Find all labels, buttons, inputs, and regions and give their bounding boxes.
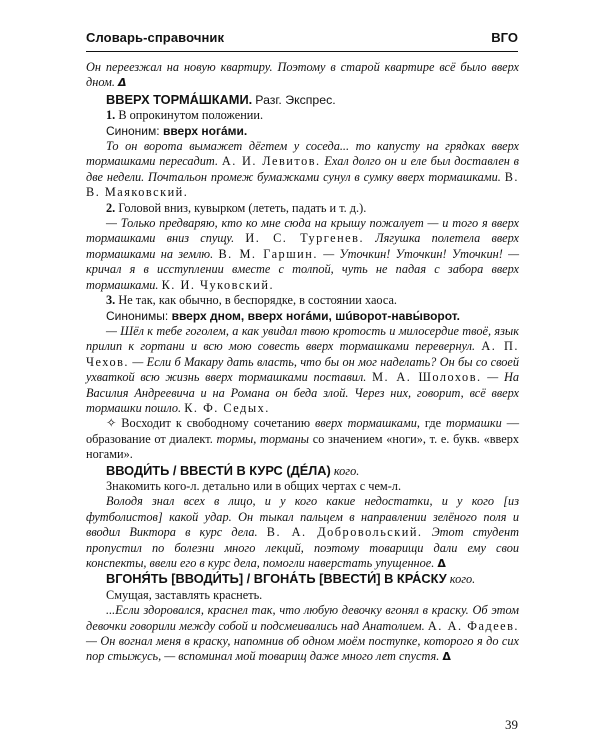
- headword: ВГОНЯ́ТЬ [ВВОДИ́ТЬ] / ВГОНА́ТЬ [ВВЕСТИ́] В КРА́СКУ: [106, 571, 447, 587]
- entry-quotes: Володя знал всех в лицо, и у кого какие недостатки, и у кого [из футболистов] какой удар. Он тыкал пальцем в направлении зелёного поля и вводил Виктора в курс дела. В. А. Добровольский. Этот студент пропустил по болезни много лекций, поэтому товарищи дали ему свои конспекты, ввели его в курс дела, помогли наверстать упущенное. Δ: [86, 494, 519, 570]
- quote-author: К. И. Чуковский.: [161, 277, 275, 292]
- quote-author: К. Ф. Седых.: [184, 400, 270, 415]
- quote-author: А. И. Левитов.: [221, 154, 321, 169]
- entry-end-mark: Δ: [442, 650, 451, 664]
- previous-entry-tail: Он переезжал на новую квартиру. Поэтому в старой квартире всё было вверх дном. Δ: [86, 60, 519, 90]
- running-header: [86, 28, 518, 52]
- page-number: 39: [505, 717, 518, 732]
- sense-1-synonym: Синоним: вверх ногáми.: [106, 123, 248, 138]
- quote-author: В. В. Маяковский.: [86, 169, 519, 200]
- quote-author: А. П. Чехов.: [86, 339, 520, 369]
- entry-vvodit-v-kurs: [86, 463, 519, 479]
- entry-definition: Смущая, заставлять краснеть.: [106, 587, 263, 602]
- sense-1-quotes: То он ворота вымажет дёгтем у соседа... то капусту на грядках вверх тормашками пересадит. А. И. Левитов. Ехал долго он и еле был доставлен в две недели. Почтальон промеж бумажками сунул в сумку вверх тормашками. В. В. Маяковский.: [86, 139, 519, 200]
- headword: ВВОДИ́ТЬ / ВВЕСТИ́ В КУРС (ДÉЛА): [106, 462, 331, 478]
- usage-note: Разг. Экспрес.: [255, 92, 336, 107]
- entry-quotes: ...Если здоровался, краснел так, что любую девочку вгонял в краску. Об этом девочки говорили между собой и подсмеивались над Анатолием. А. А. Фадеев. — Он вогнал меня в краску, напомнив об одном моём поступке, которого я до сих пор стыжусь, — вспоминал мой товарищ даже много лет спустя. Δ: [86, 603, 519, 664]
- quote-author: В. А. Добровольский.: [266, 525, 423, 540]
- sense-1: 1. В опрокинутом положении.: [106, 108, 264, 123]
- quote-author: М. А. Шолохов.: [372, 370, 482, 385]
- government: кого.: [449, 572, 476, 587]
- sense-3-synonyms: Синонимы: вверх дном, вверх ногáми, шúворот-навы́ворот.: [106, 308, 460, 323]
- running-title: Словарь-справочник: [86, 30, 225, 45]
- entry-end-mark: Δ: [437, 557, 446, 570]
- entry-vgonyat-v-krasku: [86, 571, 519, 587]
- government: кого.: [333, 463, 360, 478]
- quote-author: И. С. Тургенев.: [245, 231, 365, 246]
- etymology-icon: ✧: [106, 416, 117, 431]
- entry-vverh-tormashkami: [86, 92, 519, 108]
- page-body: [86, 60, 519, 665]
- etymology-note: ✧ Восходит к свободному сочетанию вверх тормашками, где тормашки — образование от диалект. тормы, торманы со значением «ноги», т. е. букв. «вверх ногами».: [86, 416, 520, 462]
- entry-definition: Знакомить кого-л. детально или в общих чертах с чем-л.: [106, 478, 402, 493]
- sense-3: 3. Не так, как обычно, в беспорядке, в состоянии хаоса.: [106, 293, 398, 308]
- sense-2-quotes: — Только предваряю, кто ко мне сюда на крышу пожалует — и того я вверх тормашками вниз спущу. И. С. Тургенев. Лягушка полетела вверх тормашками на землю. В. М. Гаршин. — Уточкин! Уточкин! Уточкин! — кричал я в исступлении вместе с толпой, чуть не падая с забора вверх тормашками. К. И. Чуковский.: [86, 216, 520, 292]
- quote-author: В. М. Гаршин.: [218, 246, 318, 261]
- sense-3-quotes: — Шёл к тебе гоголем, а как увидал твою кротость и милосердие твоё, язык прилип к гортани и всю мою совесть вверх тормашками перевернул. А. П. Чехов. — Если б Макару дать власть, что бы он мог наделать? Он бы со своей ухваткой всю жизнь вверх тормашками поставил. М. А. Шолохов. — На Василия Андреевича и на Романа он беда злой. Через них, говорит, всё вверх тормашки пошло. К. Ф. Седых.: [86, 323, 520, 415]
- quote-author: А. А. Фадеев.: [427, 618, 519, 633]
- running-tag: ВГО: [491, 30, 518, 45]
- header-rule: [86, 51, 518, 52]
- headword: ВВЕРХ ТОРМА́ШКАМИ.: [106, 91, 253, 107]
- entry-end-mark: Δ: [118, 76, 127, 90]
- sense-2: 2. Головой вниз, кувырком (лететь, падать и т. д.).: [106, 200, 367, 215]
